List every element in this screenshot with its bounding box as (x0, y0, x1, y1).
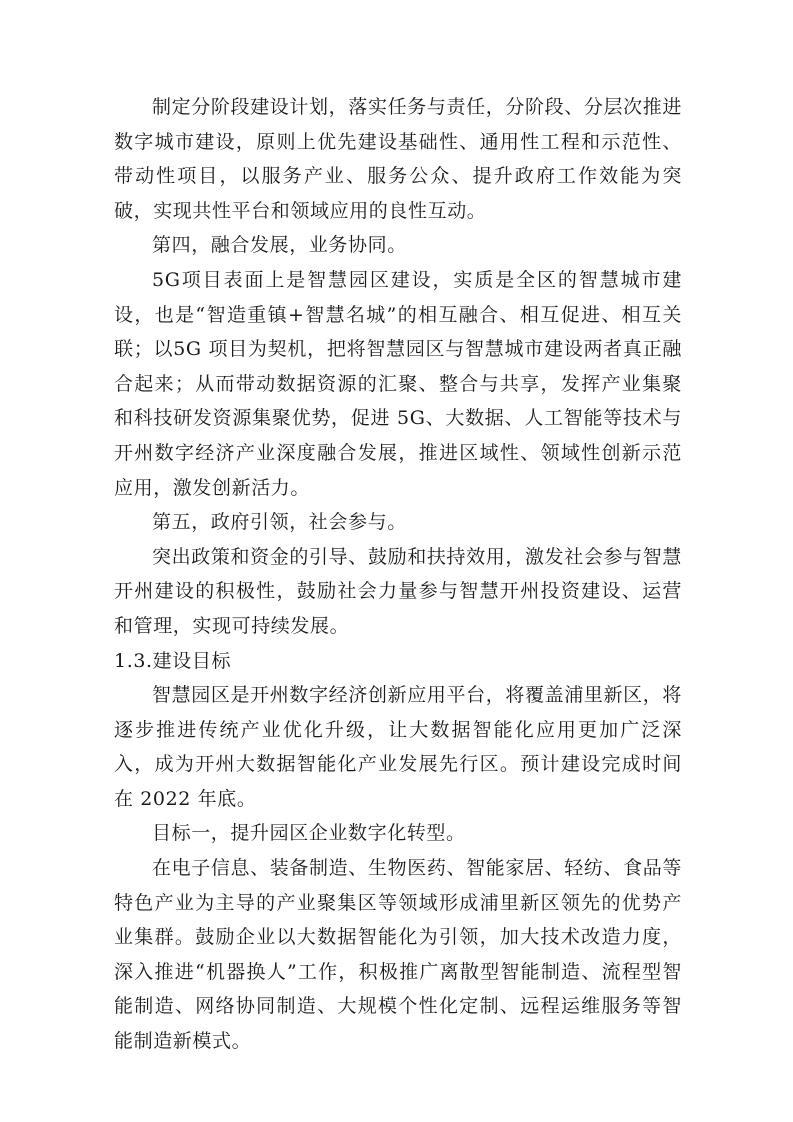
paragraph-principle-five: 第五，政府引领，社会参与。 (152, 511, 407, 534)
paragraph-policy-guidance: 突出政策和资金的引导、鼓励和扶持效用，激发社会参与智慧开州建设的积极性，鼓励社会力量参与智慧开州投资建设、运营和管理，实现可持续发展。 (114, 545, 682, 637)
paragraph-goal-one: 目标一，提升园区企业数字化转型。 (152, 822, 466, 845)
paragraph-phased-plan: 制定分阶段建设计划，落实任务与责任，分阶段、分层次推进数字城市建设，原则上优先建设基础性、通用性工程和示范性、带动性项目，以服务产业、服务公众、提升政府工作效能为突破，实现共性平台和领域应用的良性互动。 (114, 96, 682, 222)
paragraph-smart-park: 智慧园区是开州数字经济创新应用平台，将覆盖浦里新区，将逐步推进传统产业优化升级，让大数据智能化应用更加广泛深入，成为开州大数据智能化产业发展先行区。预计建设完成时间在 2022 年底。 (114, 684, 682, 810)
paragraph-industry-clusters: 在电子信息、装备制造、生物医药、智能家居、轻纺、食品等特色产业为主导的产业聚集区等领域形成浦里新区领先的优势产业集群。鼓励企业以大数据智能化为引领，加大技术改造力度，深入推进“机器换人”工作，积极推广离散型智能制造、流程型智能制造、网络协同制造、大规模个性化定制、远程运维服务等智能制造新模式。 (114, 857, 682, 1053)
document-page (114, 90, 682, 1059)
paragraph-principle-four: 第四，融合发展，业务协同。 (152, 234, 407, 257)
section-heading-construction-goals: 1.3.建设目标 (114, 649, 232, 672)
paragraph-5g-project: 5G项目表面上是智慧园区建设，实质是全区的智慧城市建设，也是“智造重镇+智慧名城”的相互融合、相互促进、相互关联；以5G 项目为契机，把将智慧园区与智慧城市建设两者真正融合起来；从而带动数据资源的汇聚、整合与共享，发挥产业集聚和科技研发资源集聚优势，促进 5G、大数据、人工智能等技术与开州数字经济产业深度融合发展，推进区域性、领域性创新示范应用，激发创新活力。 (114, 268, 682, 499)
